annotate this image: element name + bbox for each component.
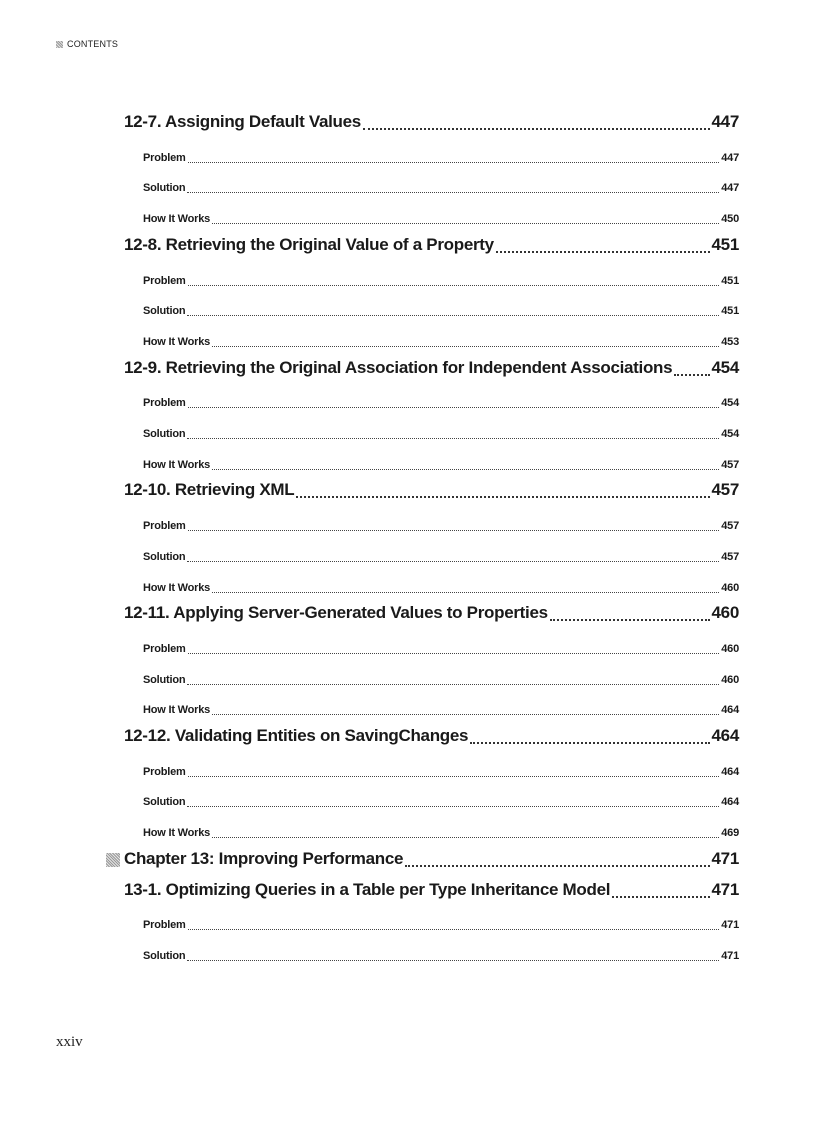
toc-entry-page: 469 <box>721 827 739 840</box>
toc-entry-label: Problem <box>143 919 186 932</box>
toc-entry-page: 451 <box>711 234 739 254</box>
toc-entry-label: Solution <box>143 305 186 318</box>
dot-leader <box>212 714 719 715</box>
toc-entry-page: 471 <box>721 919 739 932</box>
dot-leader <box>187 960 719 961</box>
dot-leader <box>612 896 709 898</box>
toc-subentry[interactable] <box>143 213 739 227</box>
toc-entry-label: Problem <box>143 520 186 533</box>
header-title: CONTENTS <box>67 39 119 49</box>
page-number: xxiv <box>56 1034 83 1050</box>
toc-subentry[interactable] <box>143 950 739 964</box>
dot-leader <box>212 592 719 593</box>
toc-subentry[interactable] <box>143 459 739 473</box>
toc-entry-page: 460 <box>721 581 739 594</box>
toc-entry-label: Solution <box>143 428 186 440</box>
toc-subentry[interactable] <box>143 919 739 933</box>
toc-entry-page: 464 <box>711 726 739 745</box>
dot-leader <box>363 128 710 130</box>
toc-entry-label: Problem <box>143 151 186 164</box>
toc-subentry[interactable] <box>143 643 739 657</box>
dot-leader <box>296 496 709 498</box>
toc-entry-page: 464 <box>721 796 739 809</box>
dot-leader <box>187 684 719 685</box>
toc-subentry[interactable] <box>143 428 739 442</box>
toc-entry-label: Problem <box>143 397 186 410</box>
toc-subentry[interactable] <box>143 152 739 166</box>
dot-leader <box>405 865 709 867</box>
toc-subentry[interactable] <box>143 397 739 411</box>
dot-leader <box>212 469 719 470</box>
dot-leader <box>212 837 719 838</box>
toc-entry-label: How It Works <box>143 827 211 840</box>
toc-entry-page: 451 <box>721 274 739 287</box>
dot-leader <box>188 929 720 930</box>
toc-entry-label: 12-7. Assigning Default Values <box>124 112 361 131</box>
dot-leader <box>187 561 719 562</box>
toc-entry-label: 12-11. Applying Server-Generated Values to Properties <box>124 603 548 623</box>
toc-entry-label: Problem <box>143 765 186 778</box>
toc-entry-label: Solution <box>143 182 186 195</box>
toc-subentry[interactable] <box>143 582 739 596</box>
toc-entry-label: How It Works <box>143 335 211 348</box>
dot-leader <box>188 776 720 777</box>
toc-subentry[interactable] <box>143 674 739 688</box>
dot-leader <box>212 223 719 224</box>
toc-entry-page: 447 <box>721 151 739 164</box>
toc-entry-label: Solution <box>143 949 186 962</box>
toc-section-entry[interactable] <box>124 112 739 134</box>
toc-entry-label: 12-12. Validating Entities on SavingChanges <box>124 726 469 745</box>
toc-entry-label: 12-9. Retrieving the Original Association for Independent Associations <box>124 357 673 377</box>
toc-entry-page: 454 <box>721 428 739 440</box>
toc-entry-page: 447 <box>711 112 739 131</box>
toc-chapter-entry[interactable] <box>124 849 739 871</box>
toc-subentry[interactable] <box>143 275 739 289</box>
toc-entry-page: 460 <box>711 603 739 623</box>
toc-entry-page: 460 <box>721 673 739 686</box>
toc-section-entry[interactable] <box>124 603 739 625</box>
toc-entry-page: 451 <box>721 305 739 318</box>
toc-entry-label: 12-10. Retrieving XML <box>124 480 295 500</box>
toc-entry-page: 460 <box>721 642 739 655</box>
toc-entry-label: Problem <box>143 274 186 287</box>
toc-entry-page: 457 <box>721 520 739 533</box>
hatched-square-icon <box>56 41 63 48</box>
toc-subentry[interactable] <box>143 182 739 196</box>
dot-leader <box>674 374 709 376</box>
toc-entry-page: 454 <box>711 357 739 377</box>
toc-subentry[interactable] <box>143 551 739 565</box>
dot-leader <box>550 619 710 621</box>
toc-entry-label: Problem <box>143 642 186 655</box>
toc-entry-label: Solution <box>143 550 186 563</box>
dot-leader <box>496 251 710 253</box>
toc-section-entry[interactable] <box>124 726 739 748</box>
dot-leader <box>470 742 709 744</box>
dot-leader <box>188 285 720 286</box>
toc-section-entry[interactable] <box>124 880 739 902</box>
dot-leader <box>187 438 719 439</box>
toc-entry-label: How It Works <box>143 458 211 471</box>
toc-subentry[interactable] <box>143 827 739 841</box>
hatched-square-icon <box>106 853 120 867</box>
toc-entry-label: Solution <box>143 796 186 809</box>
toc-entry-page: 471 <box>711 879 739 899</box>
dot-leader <box>187 192 719 193</box>
toc-entry-page: 471 <box>711 848 739 868</box>
toc-entry-page: 457 <box>721 458 739 471</box>
toc-subentry[interactable] <box>143 520 739 534</box>
dot-leader <box>188 530 720 531</box>
dot-leader <box>212 346 719 347</box>
dot-leader <box>188 653 720 654</box>
toc-entry-label: Solution <box>143 673 186 686</box>
toc-subentry[interactable] <box>143 336 739 350</box>
toc-entry-page: 471 <box>721 949 739 962</box>
toc-subentry[interactable] <box>143 305 739 319</box>
dot-leader <box>187 806 719 807</box>
toc-section-entry[interactable] <box>124 235 739 257</box>
toc-entry-label: How It Works <box>143 581 211 594</box>
toc-entry-page: 464 <box>721 704 739 717</box>
toc-entry-label: How It Works <box>143 704 211 717</box>
toc-entry-page: 450 <box>721 213 739 226</box>
toc-entry-label: 12-8. Retrieving the Original Value of a Property <box>124 234 494 254</box>
toc-section-entry[interactable] <box>124 358 739 380</box>
toc-entry-page: 457 <box>721 550 739 563</box>
dot-leader <box>188 407 720 408</box>
toc-entry-page: 464 <box>721 765 739 778</box>
toc-entry-page: 447 <box>721 182 739 195</box>
toc-entry-label: How It Works <box>143 213 211 226</box>
toc-subentry[interactable] <box>143 796 739 810</box>
toc-entry-label: 13-1. Optimizing Queries in a Table per Type Inheritance Model <box>124 879 611 899</box>
toc-subentry[interactable] <box>143 704 739 718</box>
toc-subentry[interactable] <box>143 766 739 780</box>
toc-entry-page: 453 <box>721 335 739 348</box>
dot-leader <box>187 315 719 316</box>
running-header <box>56 38 118 50</box>
dot-leader <box>188 162 720 163</box>
toc-section-entry[interactable] <box>124 480 739 502</box>
toc-entry-page: 457 <box>711 480 739 500</box>
toc-entry-label: Chapter 13: Improving Performance <box>124 848 404 868</box>
toc-entry-page: 454 <box>721 397 739 410</box>
